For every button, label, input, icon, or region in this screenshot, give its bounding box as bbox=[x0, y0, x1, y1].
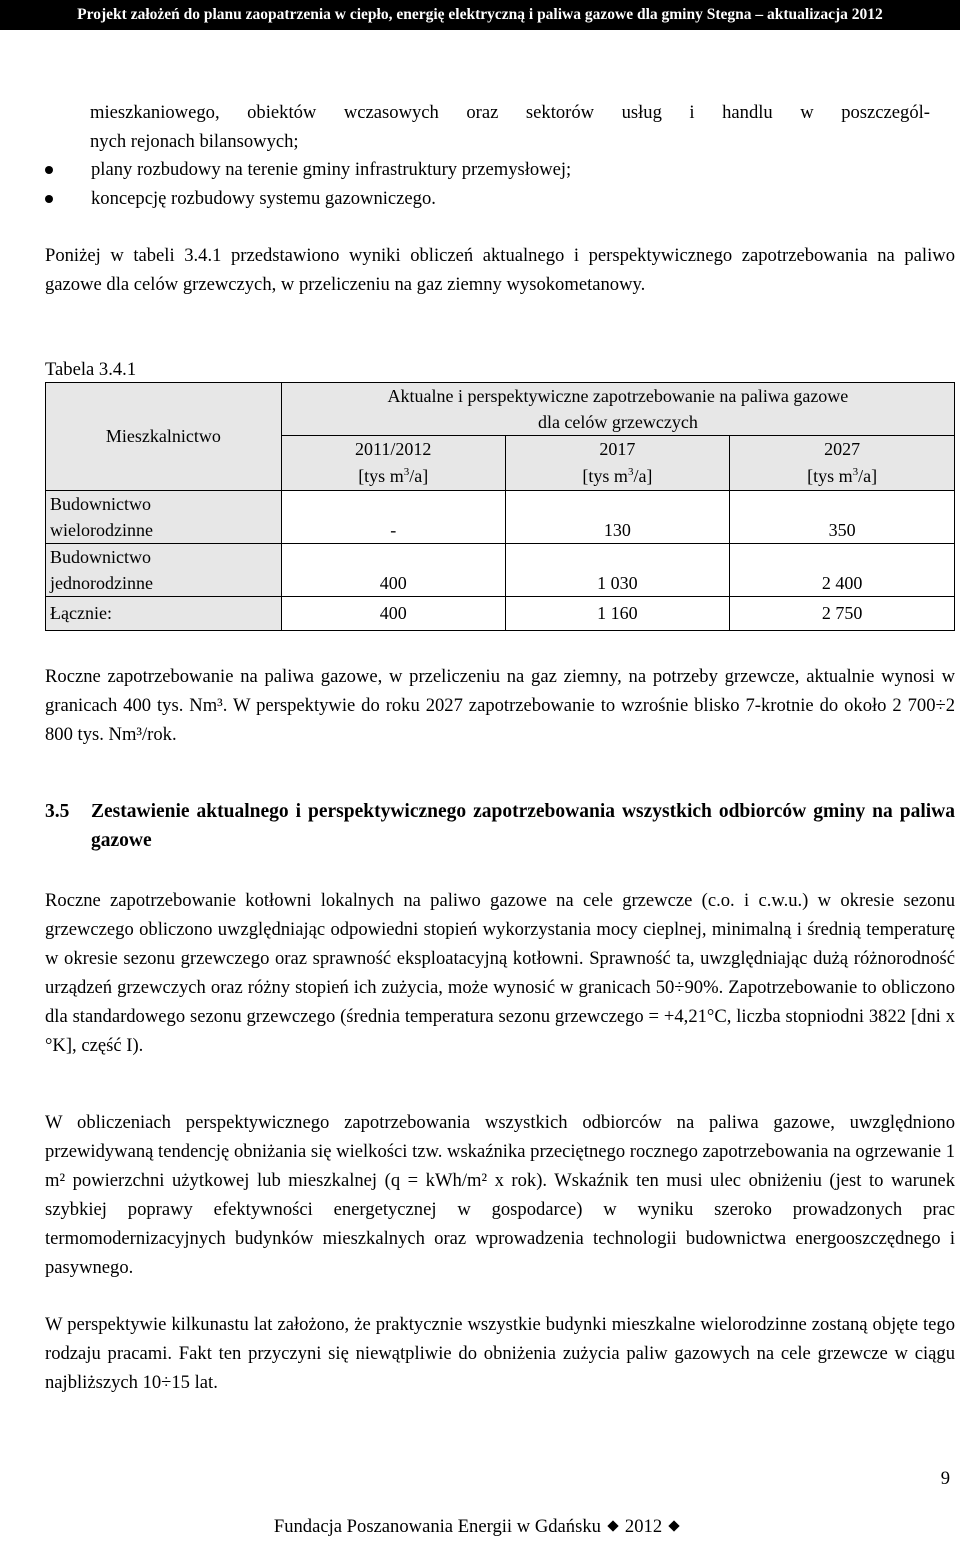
unit-sup: 3 bbox=[403, 465, 410, 478]
unit-text: [tys m bbox=[582, 465, 628, 486]
section-title: Zestawienie aktualnego i perspektywicznego zapotrzebowania wszystkich odbiorców gminy na paliwa gazowe bbox=[91, 801, 955, 851]
continuation-line-2: nych rejonach bilansowych; bbox=[90, 131, 299, 152]
table-caption: Tabela 3.4.1 bbox=[45, 359, 137, 380]
table-cell: - bbox=[281, 490, 505, 543]
year-header: 2011/2012 bbox=[281, 436, 505, 463]
group-header-line-2: dla celów grzewczych bbox=[281, 409, 954, 436]
bullet-text: koncepcję rozbudowy systemu gazowniczego. bbox=[91, 188, 436, 209]
unit-text: [tys m bbox=[807, 465, 853, 486]
unit-header bbox=[730, 462, 955, 490]
unit-text: [tys m bbox=[358, 465, 404, 486]
continuation-text bbox=[90, 98, 930, 156]
intro-paragraph: Poniżej w tabeli 3.4.1 przedstawiono wyniki obliczeń aktualnego i perspektywicznego zapotrzebowania na paliwo gazowe dla celów grzewczych, w przeliczeniu na gaz ziemny wysokometanowy. bbox=[45, 245, 955, 295]
table-cell: 1 030 bbox=[505, 543, 730, 596]
bullet-icon bbox=[45, 166, 53, 174]
unit-text: /a] bbox=[409, 465, 429, 486]
document-header: Projekt założeń do planu zaopatrzenia w ciepło, energię elektryczną i paliwa gazowe dla gminy Stegna – aktualizacja 2012 bbox=[0, 0, 960, 30]
table-cell: 2 750 bbox=[730, 596, 955, 630]
section-paragraph-1: Roczne zapotrzebowanie kotłowni lokalnych na paliwo gazowe na cele grzewcze (c.o. i c.w.u.) w okresie sezonu grzewczego obliczono uwzględniając odpowiedni stopień wykorzystania mocy cieplnej, minimalną i średnią temperaturę w okresie sezonu grzewczego oraz sprawność eksploatacyjną kotłowni. Sprawność ta, uwzględniając dużą różnorodność urządzeń grzewczych oraz różny stopień ich zużycia, może wynosić w granicach 50÷90%. Zapotrzebowanie to obliczono dla standardowego sezonu grzewczego (średnia temperatura sezonu grzewczego = +4,21°C, liczba stopniodni 3822 [dni x °K], część I). bbox=[45, 890, 955, 1056]
diamond-icon bbox=[607, 1520, 618, 1531]
table-cell: 400 bbox=[281, 596, 505, 630]
table-row bbox=[46, 543, 955, 570]
table-row-total bbox=[46, 596, 955, 630]
row-label: Budownictwo bbox=[46, 543, 282, 570]
row-label: wielorodzinne bbox=[46, 517, 282, 544]
document-footer bbox=[0, 1516, 960, 1538]
row-label: Budownictwo bbox=[46, 490, 282, 517]
year-header: 2017 bbox=[505, 436, 730, 463]
unit-sup: 3 bbox=[627, 465, 634, 478]
continuation-line-1: mieszkaniowego, obiektów wczasowych oraz sektorów usług i handlu w poszczegól- bbox=[90, 102, 930, 123]
after-table-paragraph: Roczne zapotrzebowanie na paliwa gazowe, w przeliczeniu na gaz ziemny, na potrzeby grzewcze, aktualnie wynosi w granicach 400 tys. Nm³. W perspektywie do roku 2027 zapotrzebowanie to wzrośnie blisko 7-krotnie do około 2 700÷2 800 tys. Nm³/rok. bbox=[45, 666, 955, 745]
row-label: jednorodzinne bbox=[46, 570, 282, 597]
bullet-text: plany rozbudowy na terenie gminy infrastruktury przemysłowej; bbox=[91, 159, 572, 180]
section-paragraph-3: W perspektywie kilkunastu lat założono, że praktycznie wszystkie budynki mieszkalne wielorodzinne zostaną objęte tego rodzaju pracami. Fakt ten przyczyni się niewątpliwie do obniżenia zużycia paliw gazowych na cele grzewcze w ciągu najbliższych 10÷15 lat. bbox=[45, 1314, 955, 1393]
footer-year: 2012 bbox=[624, 1516, 663, 1537]
unit-text: /a] bbox=[858, 465, 878, 486]
unit-sup: 3 bbox=[852, 465, 859, 478]
year-header: 2027 bbox=[730, 436, 955, 463]
footer-org: Fundacja Poszanowania Energii w Gdańsku bbox=[273, 1516, 601, 1537]
unit-text: /a] bbox=[633, 465, 653, 486]
table-row bbox=[46, 490, 955, 517]
demand-table bbox=[45, 382, 955, 631]
table-cell: 2 400 bbox=[730, 543, 955, 596]
table-cell: 1 160 bbox=[505, 596, 730, 630]
bullet-icon bbox=[45, 195, 53, 203]
group-header-line-1: Aktualne i perspektywiczne zapotrzebowanie na paliwa gazowe bbox=[281, 383, 954, 410]
section-paragraph-2: W obliczeniach perspektywicznego zapotrzebowania wszystkich odbiorców na paliwa gazowe, uwzględniono przewidywaną tendencję obniżania się wielkości tzw. wskaźnika przeciętnego rocznego zapotrzebowania na ogrzewanie 1 m² powierzchni użytkowej lub mieszkalnej (q = kWh/m² x rok). Wskaźnik ten musi ulec obniżeniu (jest to warunek szybkiej poprawy efektywności energetycznej w gospodarce) w wyniku szeroko prowadzonych prac termomodernizacyjnych budynków mieszkalnych oraz wprowadzenia technologii budownictwa energooszczędnego i pasywnego. bbox=[45, 1112, 955, 1278]
total-label: Łącznie: bbox=[46, 596, 282, 630]
table-cell: 130 bbox=[505, 490, 730, 543]
page-number: 9 bbox=[940, 1468, 950, 1489]
table-cell: 350 bbox=[730, 490, 955, 543]
diamond-icon bbox=[668, 1520, 679, 1531]
section-number: 3.5 bbox=[45, 801, 70, 822]
unit-header bbox=[281, 462, 505, 490]
section-heading bbox=[45, 797, 955, 855]
corner-header: Mieszkalnictwo bbox=[46, 383, 282, 491]
table-cell: 400 bbox=[281, 543, 505, 596]
unit-header bbox=[505, 462, 730, 490]
